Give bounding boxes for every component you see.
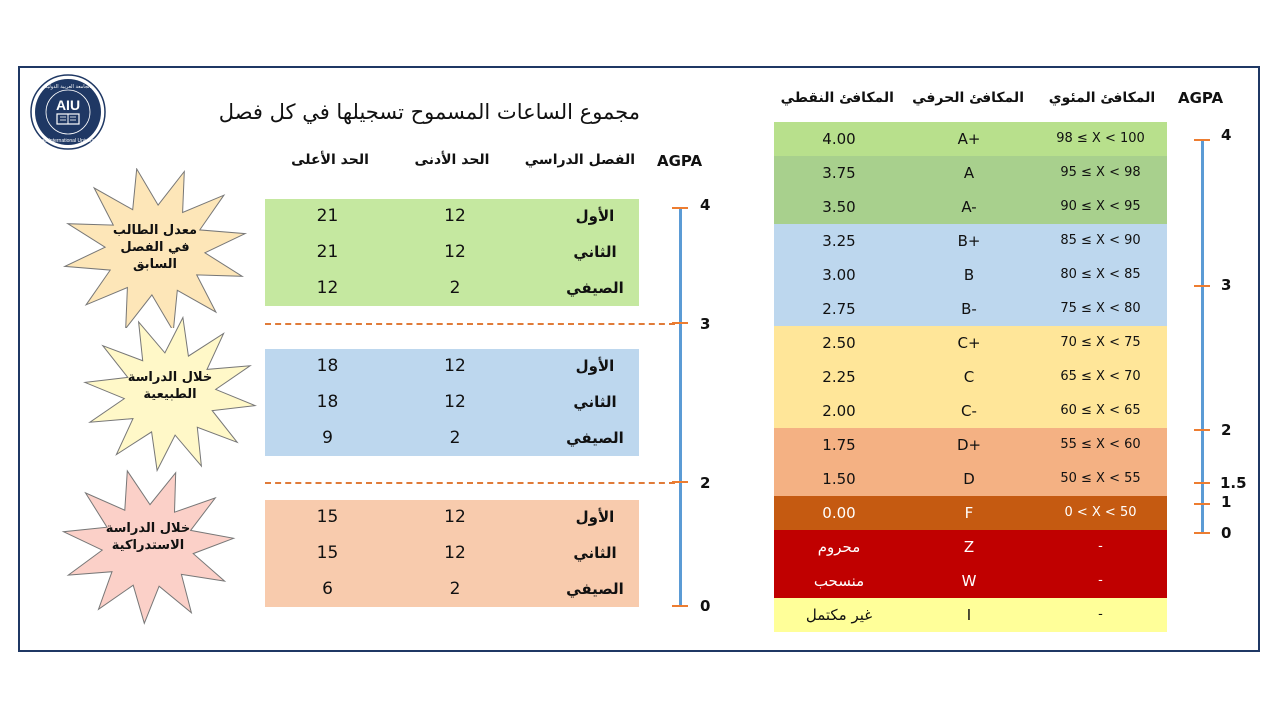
grade-row: [774, 428, 1167, 462]
term-cell: الصيفي: [566, 429, 624, 447]
starburst-label: معدل الطالب في الفصل السابق: [112, 223, 198, 272]
header-points: المكافئ النقطي: [780, 90, 894, 106]
min-hours-cell: 12: [444, 242, 466, 262]
term-cell: الأول: [575, 357, 615, 375]
grade-row: [774, 258, 1167, 292]
header-agpa-left: AGPA: [657, 152, 703, 170]
points-cell: 0.00: [822, 504, 856, 522]
letter-cell: C-: [961, 402, 977, 420]
min-hours-cell: 2: [449, 579, 461, 599]
percent-cell: 80 ≤ X < 85: [1060, 267, 1141, 282]
min-hours-cell: 12: [444, 356, 466, 376]
scale-tick: [1194, 532, 1210, 534]
scale-tick: [1194, 503, 1210, 505]
letter-cell: B+: [957, 232, 981, 250]
hours-row: [265, 271, 639, 307]
min-hours-cell: 12: [444, 507, 466, 527]
grade-row: [774, 360, 1167, 394]
term-cell: الأول: [575, 207, 615, 225]
percent-cell: 75 ≤ X < 80: [1060, 301, 1141, 316]
grade-row: [774, 530, 1167, 564]
points-cell: 1.75: [822, 436, 856, 454]
points-cell: 1.50: [822, 470, 856, 488]
scale-tick: [1194, 429, 1210, 431]
hours-row: [265, 572, 639, 608]
max-hours-cell: 9: [322, 428, 333, 448]
percent-cell: -: [1098, 607, 1103, 622]
scale-label: 2: [700, 474, 711, 492]
scale-tick: [1194, 482, 1210, 484]
hours-row: [265, 199, 639, 235]
points-cell: 2.50: [822, 334, 856, 352]
letter-cell: B: [963, 266, 975, 284]
points-cell: 2.25: [822, 368, 856, 386]
grade-row: [774, 394, 1167, 428]
letter-cell: C: [963, 368, 975, 386]
agpa-scale-right: [1201, 140, 1204, 533]
university-logo: [30, 74, 106, 150]
grade-row: [774, 156, 1167, 190]
letter-cell: W: [961, 572, 977, 590]
points-cell: 3.50: [822, 198, 856, 216]
scale-label: 3: [1221, 276, 1232, 294]
scale-label: 2: [1221, 421, 1232, 439]
threshold-line-2: [265, 482, 675, 484]
hours-row: [265, 385, 639, 421]
hours-row: [265, 500, 639, 536]
points-cell: 3.75: [822, 164, 856, 182]
hours-row: [265, 349, 639, 385]
scale-label: 0: [1221, 524, 1232, 542]
svg-text:الجامعة العربية الدولية: الجامعة العربية الدولية: [45, 84, 91, 90]
grade-row: [774, 224, 1167, 258]
term-cell: الصيفي: [566, 580, 624, 598]
letter-cell: Z: [963, 538, 975, 556]
header-letter: المكافئ الحرفي: [912, 90, 1024, 106]
max-hours-cell: 15: [316, 507, 339, 527]
header-max: الحد الأعلى: [291, 152, 369, 168]
grade-row: [774, 190, 1167, 224]
min-hours-cell: 12: [444, 206, 466, 226]
grade-row: [774, 122, 1167, 156]
header-percent: المكافئ المئوي: [1048, 90, 1156, 106]
points-cell: غير مكتمل: [805, 606, 873, 624]
grade-row: [774, 326, 1167, 360]
percent-cell: -: [1098, 539, 1103, 554]
percent-cell: 95 ≤ X < 98: [1060, 165, 1141, 180]
max-hours-cell: 18: [316, 392, 339, 412]
percent-cell: -: [1098, 573, 1103, 588]
max-hours-cell: 15: [316, 543, 339, 563]
points-cell: 3.00: [822, 266, 856, 284]
agpa-scale-left: [679, 207, 682, 606]
letter-cell: A+: [957, 130, 981, 148]
hours-row: [265, 421, 639, 457]
letter-cell: F: [964, 504, 974, 522]
hours-row: [265, 235, 639, 271]
header-agpa-right: AGPA: [1178, 89, 1224, 107]
letter-cell: I: [966, 606, 972, 624]
scale-tick: [672, 481, 688, 483]
svg-text:Arab International University: Arab International University: [36, 138, 100, 144]
svg-text:AIU: AIU: [55, 97, 81, 113]
scale-label: 1: [1221, 493, 1232, 511]
letter-cell: A-: [961, 198, 977, 216]
starburst-label: خلال الدراسة الاستدراكية: [105, 521, 191, 553]
scale-tick: [1194, 285, 1210, 287]
scale-tick: [672, 322, 688, 324]
percent-cell: 90 ≤ X < 95: [1060, 199, 1141, 214]
grade-row: [774, 496, 1167, 530]
percent-cell: 98 ≤ X < 100: [1056, 131, 1145, 146]
percent-cell: 0 < X < 50: [1064, 505, 1137, 520]
percent-cell: 60 ≤ X < 65: [1060, 403, 1141, 418]
max-hours-cell: 12: [316, 278, 339, 298]
min-hours-cell: 2: [449, 278, 461, 298]
threshold-line-3: [265, 323, 675, 325]
percent-cell: 85 ≤ X < 90: [1060, 233, 1141, 248]
hours-row: [265, 536, 639, 572]
scale-label: 4: [1221, 126, 1232, 144]
letter-cell: D+: [956, 436, 982, 454]
percent-cell: 70 ≤ X < 75: [1060, 335, 1141, 350]
letter-cell: A: [963, 164, 975, 182]
term-cell: الثاني: [573, 393, 617, 411]
header-min: الحد الأدنى: [414, 152, 490, 168]
min-hours-cell: 12: [444, 543, 466, 563]
points-cell: منسحب: [813, 572, 865, 590]
term-cell: الثاني: [573, 544, 617, 562]
points-cell: 3.25: [822, 232, 856, 250]
letter-cell: C+: [957, 334, 981, 352]
points-cell: 4.00: [822, 130, 856, 148]
page-title: مجموع الساعات المسموح تسجيلها في كل فصل: [218, 100, 640, 124]
points-cell: 2.75: [822, 300, 856, 318]
scale-label: 4: [700, 196, 711, 214]
percent-cell: 65 ≤ X < 70: [1060, 369, 1141, 384]
term-cell: الأول: [575, 508, 615, 526]
scale-tick: [1194, 139, 1210, 141]
min-hours-cell: 12: [444, 392, 466, 412]
letter-cell: D: [963, 470, 975, 488]
max-hours-cell: 21: [316, 206, 339, 226]
starburst-label: خلال الدراسة الطبيعية: [127, 370, 213, 402]
scale-label: 1.5: [1220, 474, 1247, 492]
scale-label: 0: [700, 597, 711, 615]
grade-row: [774, 598, 1167, 632]
max-hours-cell: 6: [322, 579, 333, 599]
max-hours-cell: 18: [316, 356, 339, 376]
term-cell: الصيفي: [566, 279, 624, 297]
percent-cell: 55 ≤ X < 60: [1060, 437, 1141, 452]
min-hours-cell: 2: [449, 428, 461, 448]
scale-tick: [672, 605, 688, 607]
max-hours-cell: 21: [316, 242, 339, 262]
letter-cell: B-: [961, 300, 977, 318]
grade-row: [774, 462, 1167, 496]
scale-label: 3: [700, 315, 711, 333]
points-cell: 2.00: [822, 402, 856, 420]
grade-row: [774, 292, 1167, 326]
term-cell: الثاني: [573, 243, 617, 261]
grade-row: [774, 564, 1167, 598]
header-term: الفصل الدراسي: [524, 152, 635, 168]
points-cell: محروم: [817, 538, 861, 556]
percent-cell: 50 ≤ X < 55: [1060, 471, 1141, 486]
scale-tick: [672, 207, 688, 209]
